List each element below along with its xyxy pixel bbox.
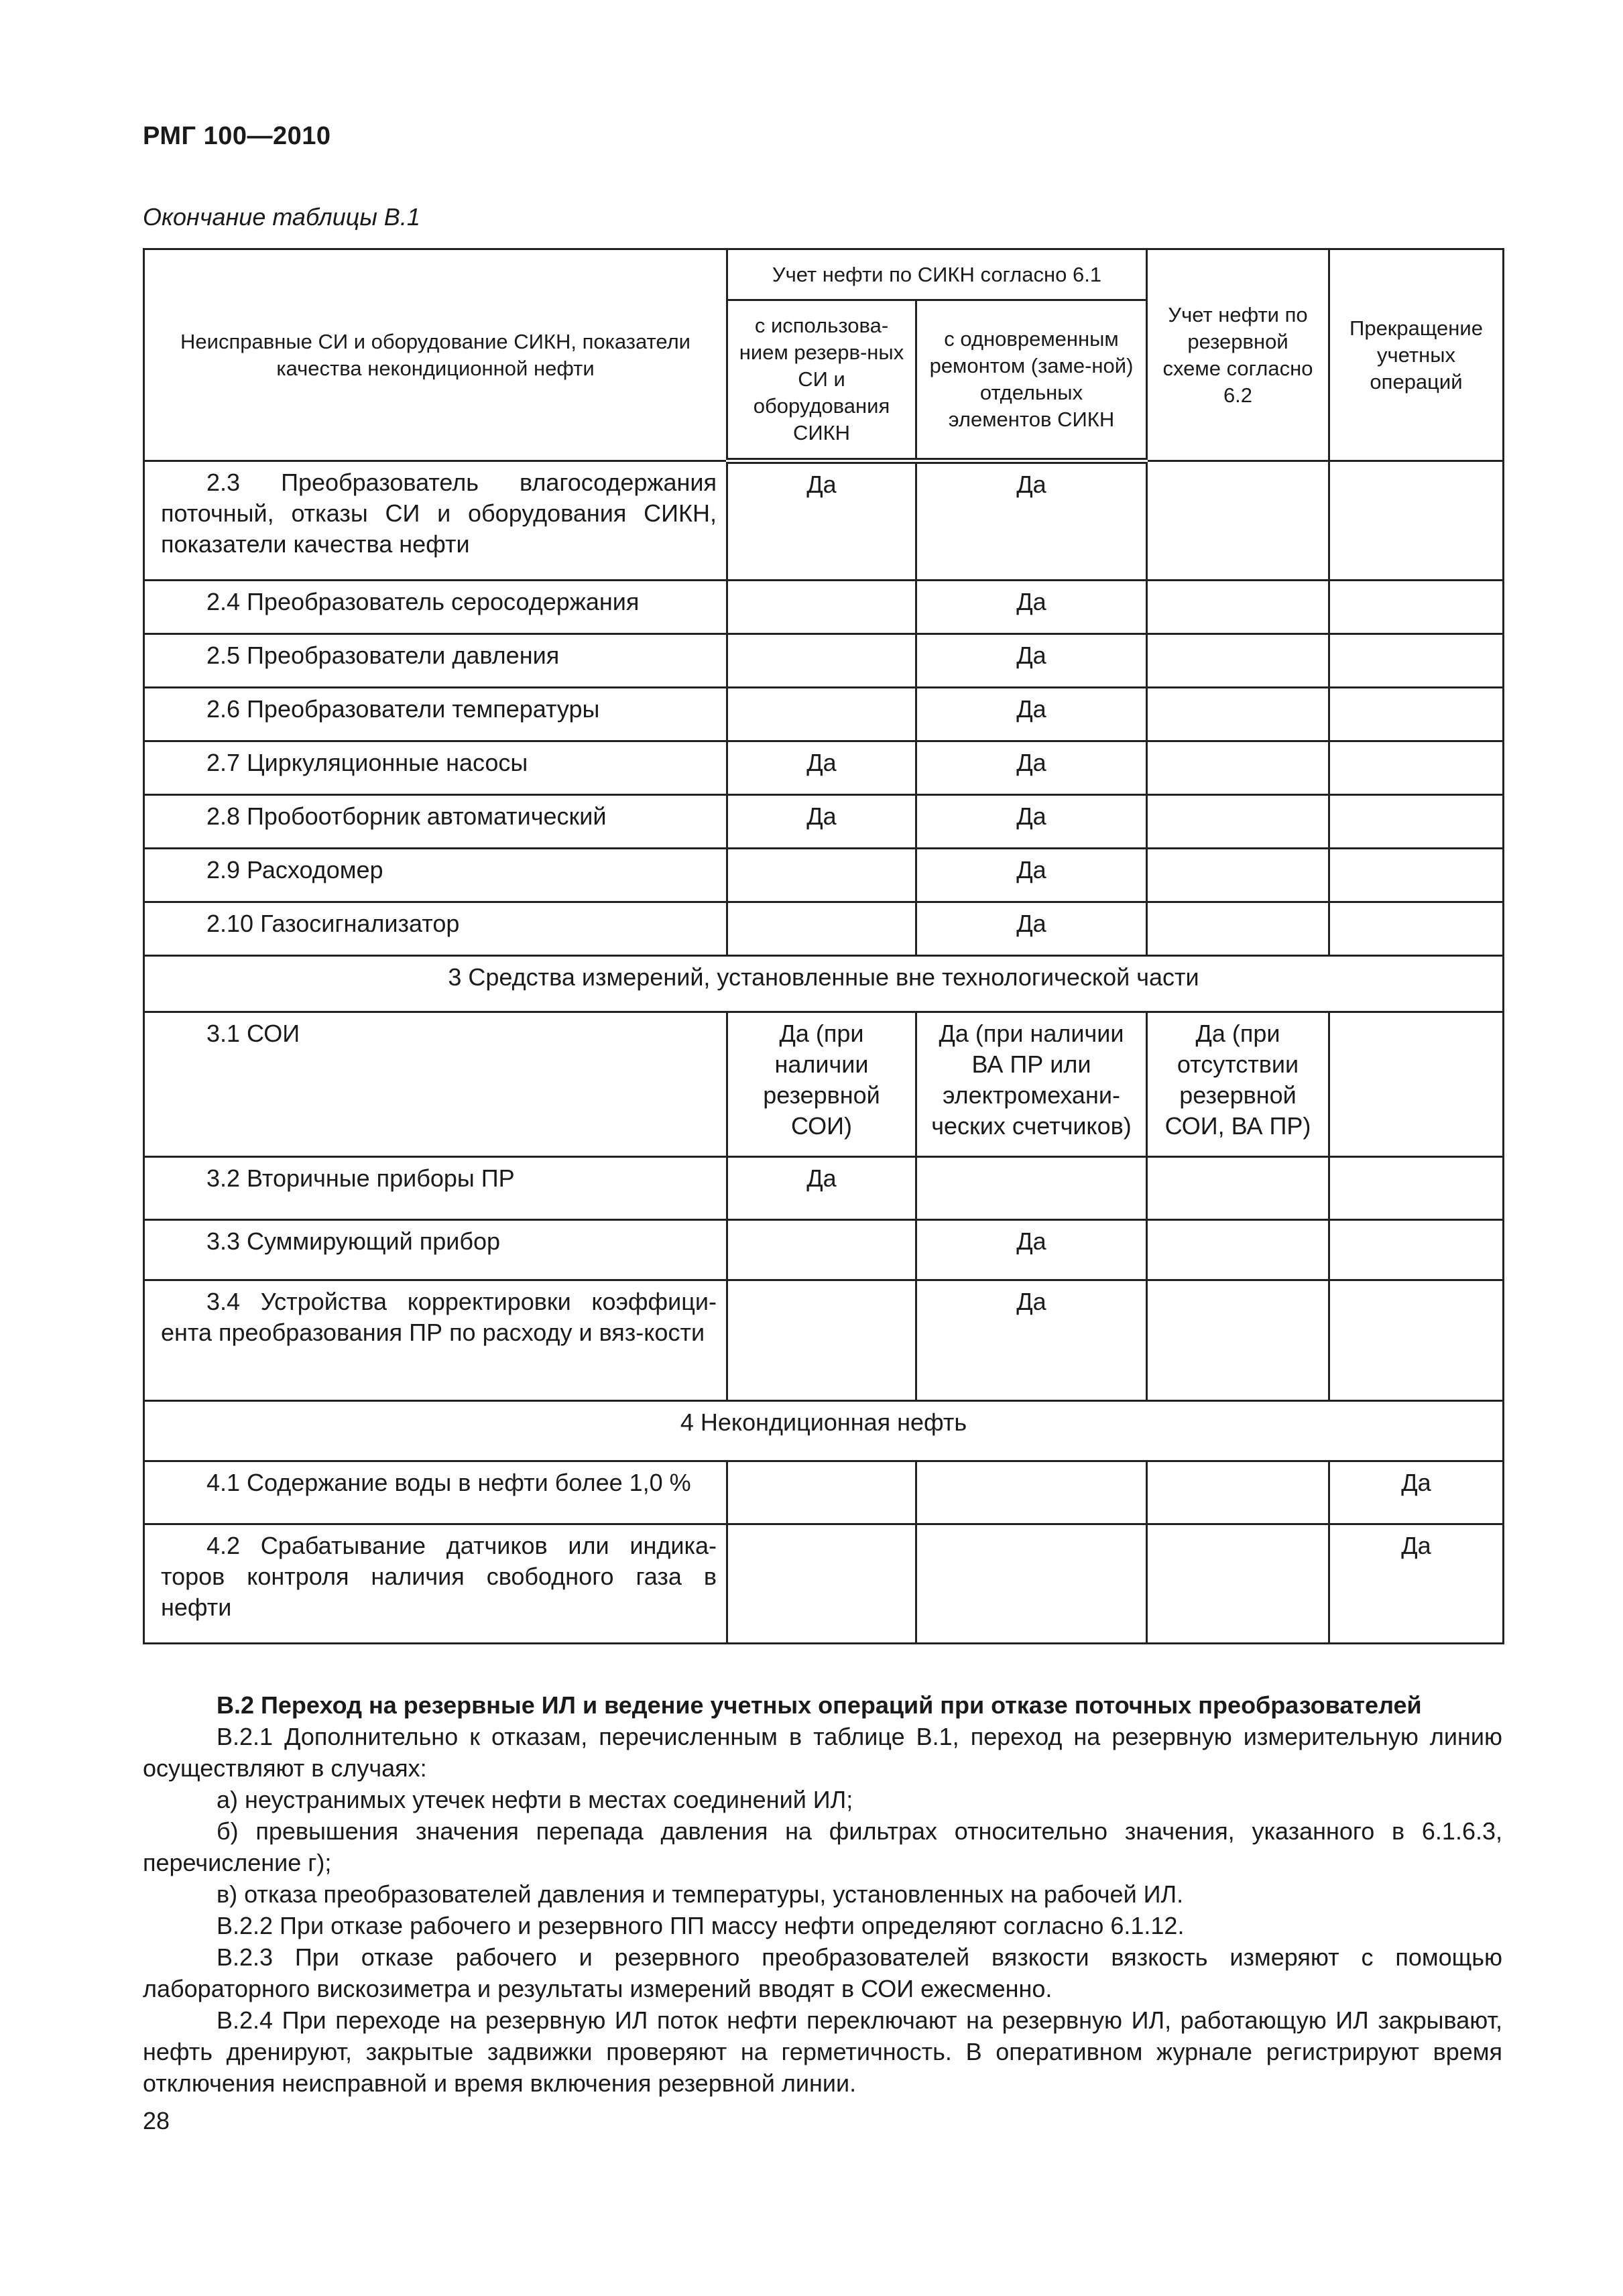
row-value: Да (при наличии резервной СОИ) <box>727 1012 916 1157</box>
row-value <box>916 1157 1147 1220</box>
table-caption: Окончание таблицы В.1 <box>143 203 420 231</box>
row-label: 2.7 Циркуляционные насосы <box>144 741 727 795</box>
row-value <box>727 634 916 688</box>
row-value: Да <box>916 1280 1147 1401</box>
row-value <box>1147 902 1329 956</box>
row-value: Да <box>727 461 916 581</box>
table-row <box>144 1524 1504 1644</box>
row-value <box>1147 1157 1329 1220</box>
list-item-a: а) неустранимых утечек нефти в местах соединений ИЛ; <box>217 1786 853 1813</box>
section-b2-heading: В.2 Переход на резервные ИЛ и ведение учетных операций при отказе поточных преобразователей <box>217 1691 1422 1719</box>
row-value <box>1329 902 1504 956</box>
row-label: 2.9 Расходомер <box>144 849 727 902</box>
row-value: Да <box>916 849 1147 902</box>
page-number: 28 <box>143 2107 170 2134</box>
section-b2 <box>143 1689 1502 2099</box>
row-value <box>1329 461 1504 581</box>
header-stop-operations: Прекращение учетных операций <box>1329 249 1504 461</box>
row-value: Да <box>727 741 916 795</box>
row-value: Да <box>916 634 1147 688</box>
row-value <box>1147 688 1329 741</box>
row-value: Да <box>916 741 1147 795</box>
table-row <box>144 688 1504 741</box>
row-value <box>727 849 916 902</box>
table-section-row <box>144 1401 1504 1461</box>
row-value <box>1147 1461 1329 1524</box>
row-value <box>1329 1280 1504 1401</box>
header-faulty-equipment: Неисправные СИ и оборудование СИКН, показатели качества некондиционной нефти <box>144 249 727 461</box>
table-row <box>144 581 1504 634</box>
row-value <box>1147 1280 1329 1401</box>
row-value <box>1147 795 1329 849</box>
row-value <box>727 902 916 956</box>
paragraph-b2-1: В.2.1 Дополнительно к отказам, перечисленным в таблице В.1, переход на резервную измерительную линию осуществляют в случаях: <box>143 1723 1502 1782</box>
list-item-b: б) превышения значения перепада давления на фильтрах относительно значения, указанного в 6.1.6.3, перечисление г); <box>143 1817 1502 1876</box>
row-value <box>916 1461 1147 1524</box>
header-simultaneous-repair: с одновременным ремонтом (заме-ной) отдельных элементов СИКН <box>916 300 1147 461</box>
row-value <box>1329 1012 1504 1157</box>
row-value <box>727 1524 916 1644</box>
row-label: 2.3 Преобразователь влагосодержания поточный, отказы СИ и оборудования СИКН, показатели качества нефти <box>144 461 727 581</box>
row-value: Да <box>916 581 1147 634</box>
row-value <box>1329 849 1504 902</box>
table-row <box>144 1012 1504 1157</box>
row-value <box>1329 1157 1504 1220</box>
row-label: 4.1 Содержание воды в нефти более 1,0 % <box>144 1461 727 1524</box>
section-title: 3 Средства измерений, установленные вне технологической части <box>144 956 1504 1012</box>
table-row <box>144 1280 1504 1401</box>
row-label: 2.8 Пробоотборник автоматический <box>144 795 727 849</box>
header-sikn-accounting: Учет нефти по СИКН согласно 6.1 <box>727 249 1147 300</box>
paragraph-b2-4: В.2.4 При переходе на резервную ИЛ поток нефти переключают на резервную ИЛ, работающую ИЛ закрывают, нефть дренируют, закрытые задвижки проверяют на герметичность. В оперативном журнале регистрируют время отключения неисправной и время включения резервной линии. <box>143 2006 1502 2097</box>
row-value: Да (при отсутствии резервной СОИ, ВА ПР) <box>1147 1012 1329 1157</box>
row-value <box>1147 741 1329 795</box>
row-value: Да <box>727 1157 916 1220</box>
row-value <box>727 688 916 741</box>
row-value <box>1147 1220 1329 1280</box>
row-value <box>1147 1524 1329 1644</box>
table-row <box>144 1220 1504 1280</box>
table-body <box>144 461 1504 1644</box>
row-value: Да <box>1329 1461 1504 1524</box>
row-value: Да <box>916 461 1147 581</box>
row-value: Да <box>916 688 1147 741</box>
section-title: 4 Некондиционная нефть <box>144 1401 1504 1461</box>
row-value <box>1329 581 1504 634</box>
table-row <box>144 795 1504 849</box>
row-value <box>1329 1220 1504 1280</box>
row-value <box>1147 634 1329 688</box>
row-value <box>727 1280 916 1401</box>
row-value <box>1329 741 1504 795</box>
table-row <box>144 849 1504 902</box>
row-value: Да <box>916 1220 1147 1280</box>
document-header: РМГ 100—2010 <box>143 122 331 150</box>
row-label: 2.4 Преобразователь серосодержания <box>144 581 727 634</box>
table-row <box>144 461 1504 581</box>
row-value <box>727 581 916 634</box>
row-value <box>1147 849 1329 902</box>
table-row <box>144 634 1504 688</box>
header-reserve-si: с использова-нием резерв-ных СИ и оборудования СИКН <box>727 300 916 461</box>
table-row <box>144 1461 1504 1524</box>
list-item-v: в) отказа преобразователей давления и температуры, установленных на рабочей ИЛ. <box>217 1880 1184 1908</box>
row-value <box>1329 795 1504 849</box>
row-value <box>916 1524 1147 1644</box>
row-label: 3.3 Суммирующий прибор <box>144 1220 727 1280</box>
row-value <box>727 1220 916 1280</box>
row-value <box>1329 634 1504 688</box>
row-value: Да <box>1329 1524 1504 1644</box>
equipment-table <box>143 248 1504 1644</box>
row-label: 2.6 Преобразователи температуры <box>144 688 727 741</box>
row-value <box>1147 461 1329 581</box>
row-value <box>1329 688 1504 741</box>
row-value <box>727 1461 916 1524</box>
table-row <box>144 741 1504 795</box>
paragraph-b2-3: В.2.3 При отказе рабочего и резервного преобразователей вязкости вязкость измеряют с помощью лабораторного вискозиметра и результаты измерений вводят в СОИ ежесменно. <box>143 1943 1502 2002</box>
row-value <box>1147 581 1329 634</box>
table-row <box>144 902 1504 956</box>
row-label: 3.2 Вторичные приборы ПР <box>144 1157 727 1220</box>
row-value: Да <box>727 795 916 849</box>
row-label: 2.10 Газосигнализатор <box>144 902 727 956</box>
table-row <box>144 1157 1504 1220</box>
row-value: Да <box>916 902 1147 956</box>
table-section-row <box>144 956 1504 1012</box>
row-value: Да <box>916 795 1147 849</box>
paragraph-b2-2: В.2.2 При отказе рабочего и резервного ПП массу нефти определяют согласно 6.1.12. <box>217 1912 1185 1939</box>
header-reserve-scheme: Учет нефти по резервной схеме согласно 6.2 <box>1147 249 1329 461</box>
row-label: 3.4 Устройства корректировки коэффици-ента преобразования ПР по расходу и вяз-кости <box>144 1280 727 1401</box>
row-value: Да (при наличии ВА ПР или электромехани-ческих счетчиков) <box>916 1012 1147 1157</box>
row-label: 3.1 СОИ <box>144 1012 727 1157</box>
row-label: 4.2 Срабатывание датчиков или индика-торов контроля наличия свободного газа в нефти <box>144 1524 727 1644</box>
row-label: 2.5 Преобразователи давления <box>144 634 727 688</box>
